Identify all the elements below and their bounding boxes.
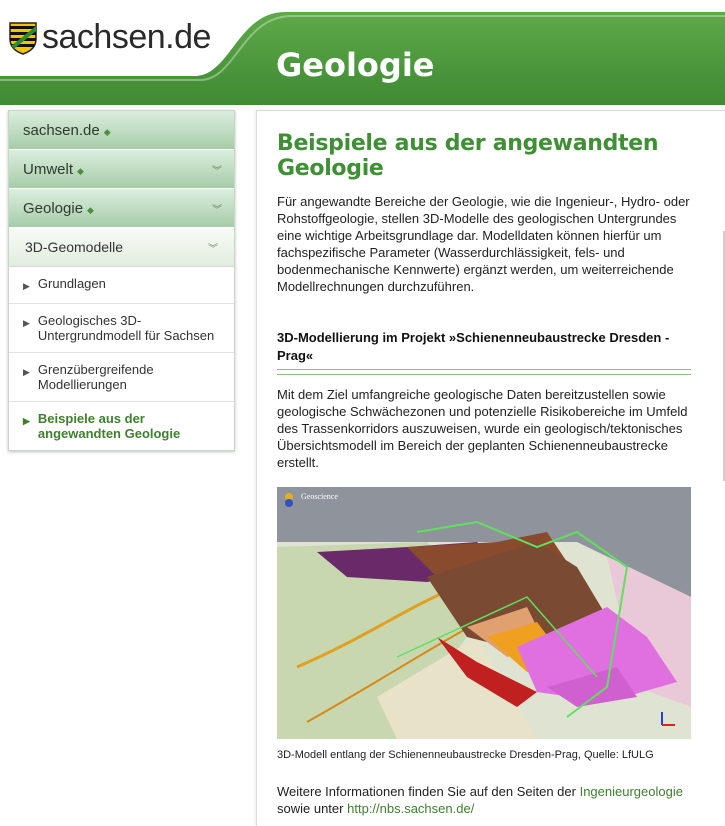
divider [277, 369, 691, 375]
arrow-right-icon: ▶ [23, 367, 30, 377]
more-info-prefix: Weitere Informationen finden Sie auf den Seiten der [277, 784, 576, 799]
ingenieurgeologie-link[interactable]: Ingenieurgeologie [579, 784, 683, 799]
bullet-icon: ◆ [77, 165, 84, 176]
nav-item-label: Beispiele aus der angewandten Geologie [37, 411, 181, 441]
more-info-middle: sowie unter [277, 801, 344, 816]
section-title: Geologie [276, 46, 435, 84]
nav-item-label: sachsen.de [23, 121, 100, 139]
double-chevron-down-icon[interactable]: ︾ [208, 243, 218, 255]
double-chevron-down-icon[interactable]: ︾ [212, 204, 220, 216]
nav-item-3d-geomodelle[interactable] [9, 228, 234, 267]
more-info-paragraph [277, 783, 691, 817]
nav-item-label: Umwelt [23, 160, 74, 178]
page-header [0, 0, 725, 105]
saxony-coat-of-arms-icon [8, 21, 38, 55]
page-title: Beispiele aus der angewandten Geologie [277, 131, 659, 181]
intro-paragraph: Für angewandte Bereiche der Geologie, wie die Ingenieur-, Hydro- oder Rohstoffgeologie, stellen 3D-Modelle des geologischen Untergrundes eine wichtige Arbeitsgrundlage dar. Modelldaten können hierfür um fachspezifische Parameter (Wasserdurchlässigkeit, fels- und bodenmechanische Kennwerte) ergänzt werden, um weiterreichende Modellrechnungen durchzuführen. [277, 194, 690, 294]
nav-item-grundlagen[interactable] [9, 267, 234, 304]
arrow-right-icon: ▶ [23, 318, 30, 328]
bullet-icon: ◆ [103, 126, 111, 137]
nav-item-umwelt[interactable] [9, 150, 234, 189]
main-content [256, 110, 725, 826]
site-logo[interactable] [8, 18, 211, 57]
body-paragraph: Mit dem Ziel umfangreiche geologische Daten bereitzustellen sowie geologische Schwächezonen und potenzielle Risikobereiche im Umfeld des Trassenkorridors auszuweisen, wurde ein geologisch/tektonisches Übersichtsmodell im Bereich der geplanten Schienenneubaustrecke erstellt. [277, 387, 688, 470]
site-name: sachsen.de [42, 18, 211, 56]
geomodel-image [277, 487, 691, 739]
arrow-right-icon: ▶ [23, 416, 30, 426]
nav-item-label: 3D-Geomodelle [25, 239, 124, 255]
nav-item-geologie[interactable] [9, 189, 234, 228]
sidebar-navigation [8, 110, 235, 451]
arrow-right-icon: ▶ [23, 281, 30, 291]
bullet-icon: ◆ [87, 204, 94, 215]
section-subheading: 3D-Modellierung im Projekt »Schienenneubaustrecke Dresden - Prag« [277, 330, 670, 363]
nav-item-label: Grenzübergreifende Modellierungen [37, 362, 154, 392]
nav-item-label: Geologisches 3D-Untergrundmodell für Sachsen [37, 313, 215, 343]
nav-item-label: Geologie [23, 199, 84, 217]
nbs-sachsen-link[interactable]: http://nbs.sachsen.de/ [347, 801, 475, 816]
image-watermark: Geoscience [301, 492, 338, 501]
image-caption: 3D-Modell entlang der Schienenneubaustrecke Dresden-Prag, Quelle: LfULG [277, 749, 654, 761]
geomodel-illustration [277, 487, 691, 739]
nav-item-untergrundmodell[interactable] [9, 304, 234, 353]
nav-item-label: Grundlagen [37, 276, 106, 291]
nav-item-sachsen-de[interactable] [9, 111, 234, 150]
nav-item-beispiele-active[interactable] [9, 402, 234, 450]
nav-item-grenzuebergreifend[interactable] [9, 353, 234, 402]
double-chevron-down-icon[interactable]: ︾ [212, 165, 220, 177]
